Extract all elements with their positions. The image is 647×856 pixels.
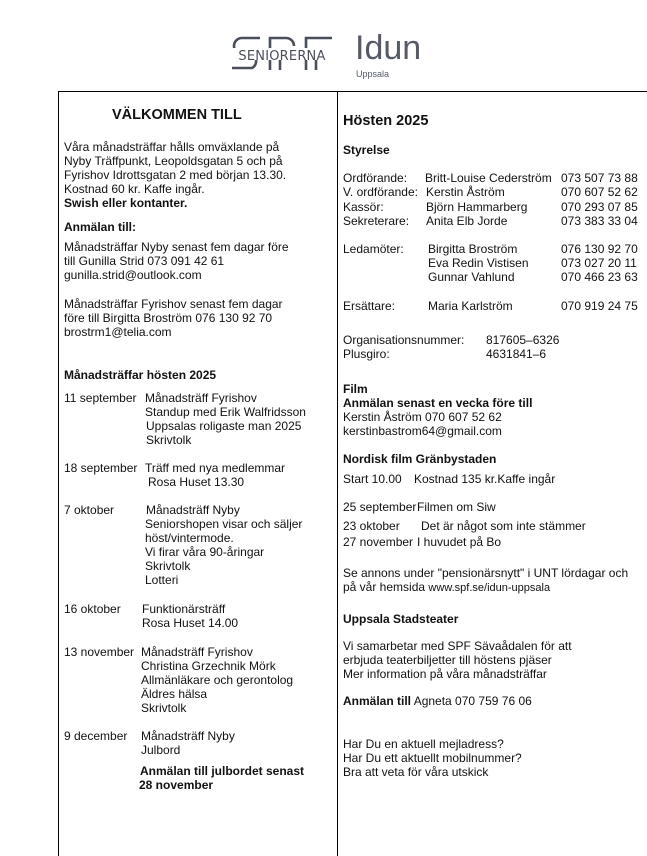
contact-question: Har Du en aktuell mejladress? (343, 737, 504, 751)
ad-text-prefix: på vår hemsida (343, 580, 429, 594)
member-name: Gunnar Vahlund (428, 270, 515, 284)
cinema-cost: Kostnad 135 kr.Kaffe ingår (414, 472, 556, 486)
schedule-line: Månadsträff Fyrishov (145, 391, 257, 405)
org-label: Organisationsnummer: (343, 333, 465, 347)
org-label: Plusgiro: (343, 347, 390, 361)
schedule-date: 9 december (64, 729, 128, 743)
theatre-signup-contact: Agneta 070 759 76 06 (411, 694, 532, 708)
spf-idun-logo (230, 29, 430, 82)
board-name: Kerstin Åström (426, 185, 505, 199)
club-name: Idun (355, 29, 422, 67)
schedule-line: Rosa Huset 13.30 (148, 475, 245, 489)
member-name: Eva Redin Vistisen (428, 256, 529, 270)
board-phone: 070 607 52 62 (561, 185, 638, 199)
film-heading: Film (343, 382, 368, 396)
schedule-line: Seniorshopen visar och säljer (145, 517, 303, 531)
schedule-line: Skrivtolk (141, 701, 187, 715)
signup-heading: Anmälan till: (64, 220, 137, 234)
schedule-line: höst/vintermode. (145, 531, 234, 545)
board-phone: 073 507 73 88 (561, 171, 638, 185)
schedule-line: Uppsalas roligaste man 2025 (146, 419, 302, 433)
intro-line: Kostnad 60 kr. Kaffe ingår. (64, 182, 205, 196)
column-divider (337, 91, 338, 856)
board-name: Björn Hammarberg (426, 200, 528, 214)
film-signup: Anmälan senast en vecka före till (343, 396, 533, 410)
julbord-note: Anmälan till julbordet senast (140, 764, 305, 778)
member-phone: 070 466 23 63 (561, 270, 638, 284)
substitute-name: Maria Karlström (428, 299, 513, 313)
schedule-line: Träff med nya medlemmar (145, 461, 286, 475)
schedule-line: Skrivtolk (145, 559, 191, 573)
member-name: Birgitta Broström (428, 242, 518, 256)
schedule-line: Månadsträff Nyby (141, 729, 235, 743)
frame-left-border (58, 91, 59, 856)
org-value: 4631841–6 (486, 347, 547, 361)
board-heading: Styrelse (343, 143, 390, 157)
schedule-line: Månadsträff Nyby (146, 503, 240, 517)
schedule-line: Rosa Huset 14.00 (142, 616, 239, 630)
theatre-text: erbjuda teaterbiljetter till höstens pjäser (343, 653, 552, 667)
schedule-line: Funktionärsträff (142, 602, 226, 616)
schedule-line: Christina Grzechnik Mörk (141, 659, 276, 673)
board-role: Sekreterare: (343, 214, 410, 228)
intro-line: Nyby Träffpunkt, Leopoldsgatan 5 och på (64, 154, 283, 168)
schedule-line: Skrivtolk (146, 433, 192, 447)
frame-top-border (58, 91, 647, 92)
website-link[interactable]: www.spf.se/idun-uppsala (428, 582, 551, 594)
board-role: Kassör: (343, 200, 384, 214)
film-date: 23 oktober (343, 519, 400, 533)
film-title: Det är något som inte stämmer (421, 519, 586, 533)
substitute-role: Ersättare: (343, 299, 396, 313)
cinema-heading: Nordisk film Gränbystaden (343, 452, 497, 466)
contact-question: Bra att veta för våra utskick (343, 765, 489, 779)
film-contact: Kerstin Åström 070 607 52 62 (343, 410, 502, 424)
schedule-line: Standup med Erik Walfridsson (145, 405, 306, 419)
signup-line: Månadsträffar Nyby senast fem dagar före (64, 240, 289, 254)
board-role: V. ordförande: (343, 185, 418, 199)
schedule-date: 11 september (64, 391, 137, 405)
film-title: Filmen om Siw (417, 500, 496, 514)
intro-line: Fyrishov Idrottsgatan 2 med början 13.30. (64, 168, 287, 182)
theatre-text: Vi samarbetar med SPF Sävaådalen för att (343, 639, 572, 653)
ad-text-line2 (343, 580, 550, 595)
theatre-signup (343, 694, 532, 708)
julbord-note: 28 november (139, 778, 214, 792)
intro-line: Våra månadsträffar hålls omväxlande på (64, 140, 280, 154)
schedule-date: 16 oktober (64, 602, 121, 616)
season-title: Hösten 2025 (343, 113, 429, 129)
theatre-signup-label: Anmälan till (343, 694, 412, 708)
email-link[interactable]: gunilla.strid@outlook.com (64, 268, 202, 282)
board-phone: 073 383 33 04 (561, 214, 638, 228)
schedule-heading: Månadsträffar hösten 2025 (64, 368, 217, 382)
substitute-phone: 070 919 24 75 (561, 299, 638, 313)
members-role: Ledamöter: (343, 242, 404, 256)
schedule-line: Vi firar våra 90-åringar (145, 545, 265, 559)
signup-line: före till Birgitta Broström 076 130 92 70 (64, 311, 273, 325)
schedule-line: Äldres hälsa (141, 687, 208, 701)
theatre-heading: Uppsala Stadsteater (343, 612, 459, 626)
schedule-line: Julbord (141, 743, 181, 757)
schedule-line: Allmänläkare och gerontolog (141, 673, 294, 687)
ad-text: Se annons under "pensionärsnytt" i UNT lördagar och (343, 566, 629, 580)
schedule-line: Månadsträff Fyrishov (141, 645, 253, 659)
welcome-title: VÄLKOMMEN TILL (112, 107, 242, 123)
schedule-date: 18 september (64, 461, 138, 475)
email-link[interactable]: kerstinbastrom64@gmail.com (343, 424, 502, 438)
payment-note: Swish eller kontanter. (64, 196, 188, 210)
schedule-date: 13 november (64, 645, 135, 659)
member-phone: 076 130 92 70 (561, 242, 638, 256)
board-phone: 070 293 07 85 (561, 200, 638, 214)
board-role: Ordförande: (343, 171, 408, 185)
schedule-line: Lotteri (145, 573, 179, 587)
film-title: I huvudet på Bo (417, 535, 502, 549)
board-name: Britt-Louise Cederström (425, 171, 552, 185)
signup-line: Månadsträffar Fyrishov senast fem dagar (64, 297, 283, 311)
film-date: 25 september (343, 500, 417, 514)
email-link[interactable]: brostrm1@telia.com (64, 325, 172, 339)
film-date: 27 november (343, 535, 414, 549)
board-name: Anita Elb Jorde (426, 214, 508, 228)
org-value: 817605–6326 (486, 333, 560, 347)
theatre-text: Mer information på våra månadsträffar (343, 667, 547, 681)
signup-line: till Gunilla Strid 073 091 42 61 (64, 254, 225, 268)
cinema-start: Start 10.00 (343, 472, 402, 486)
club-location: Uppsala (356, 69, 390, 79)
schedule-date: 7 oktober (64, 503, 115, 517)
member-phone: 073 027 20 11 (561, 256, 637, 270)
contact-question: Har Du ett aktuellt mobilnummer? (343, 751, 522, 765)
brand-wordmark: SENIORERNA (238, 49, 326, 64)
